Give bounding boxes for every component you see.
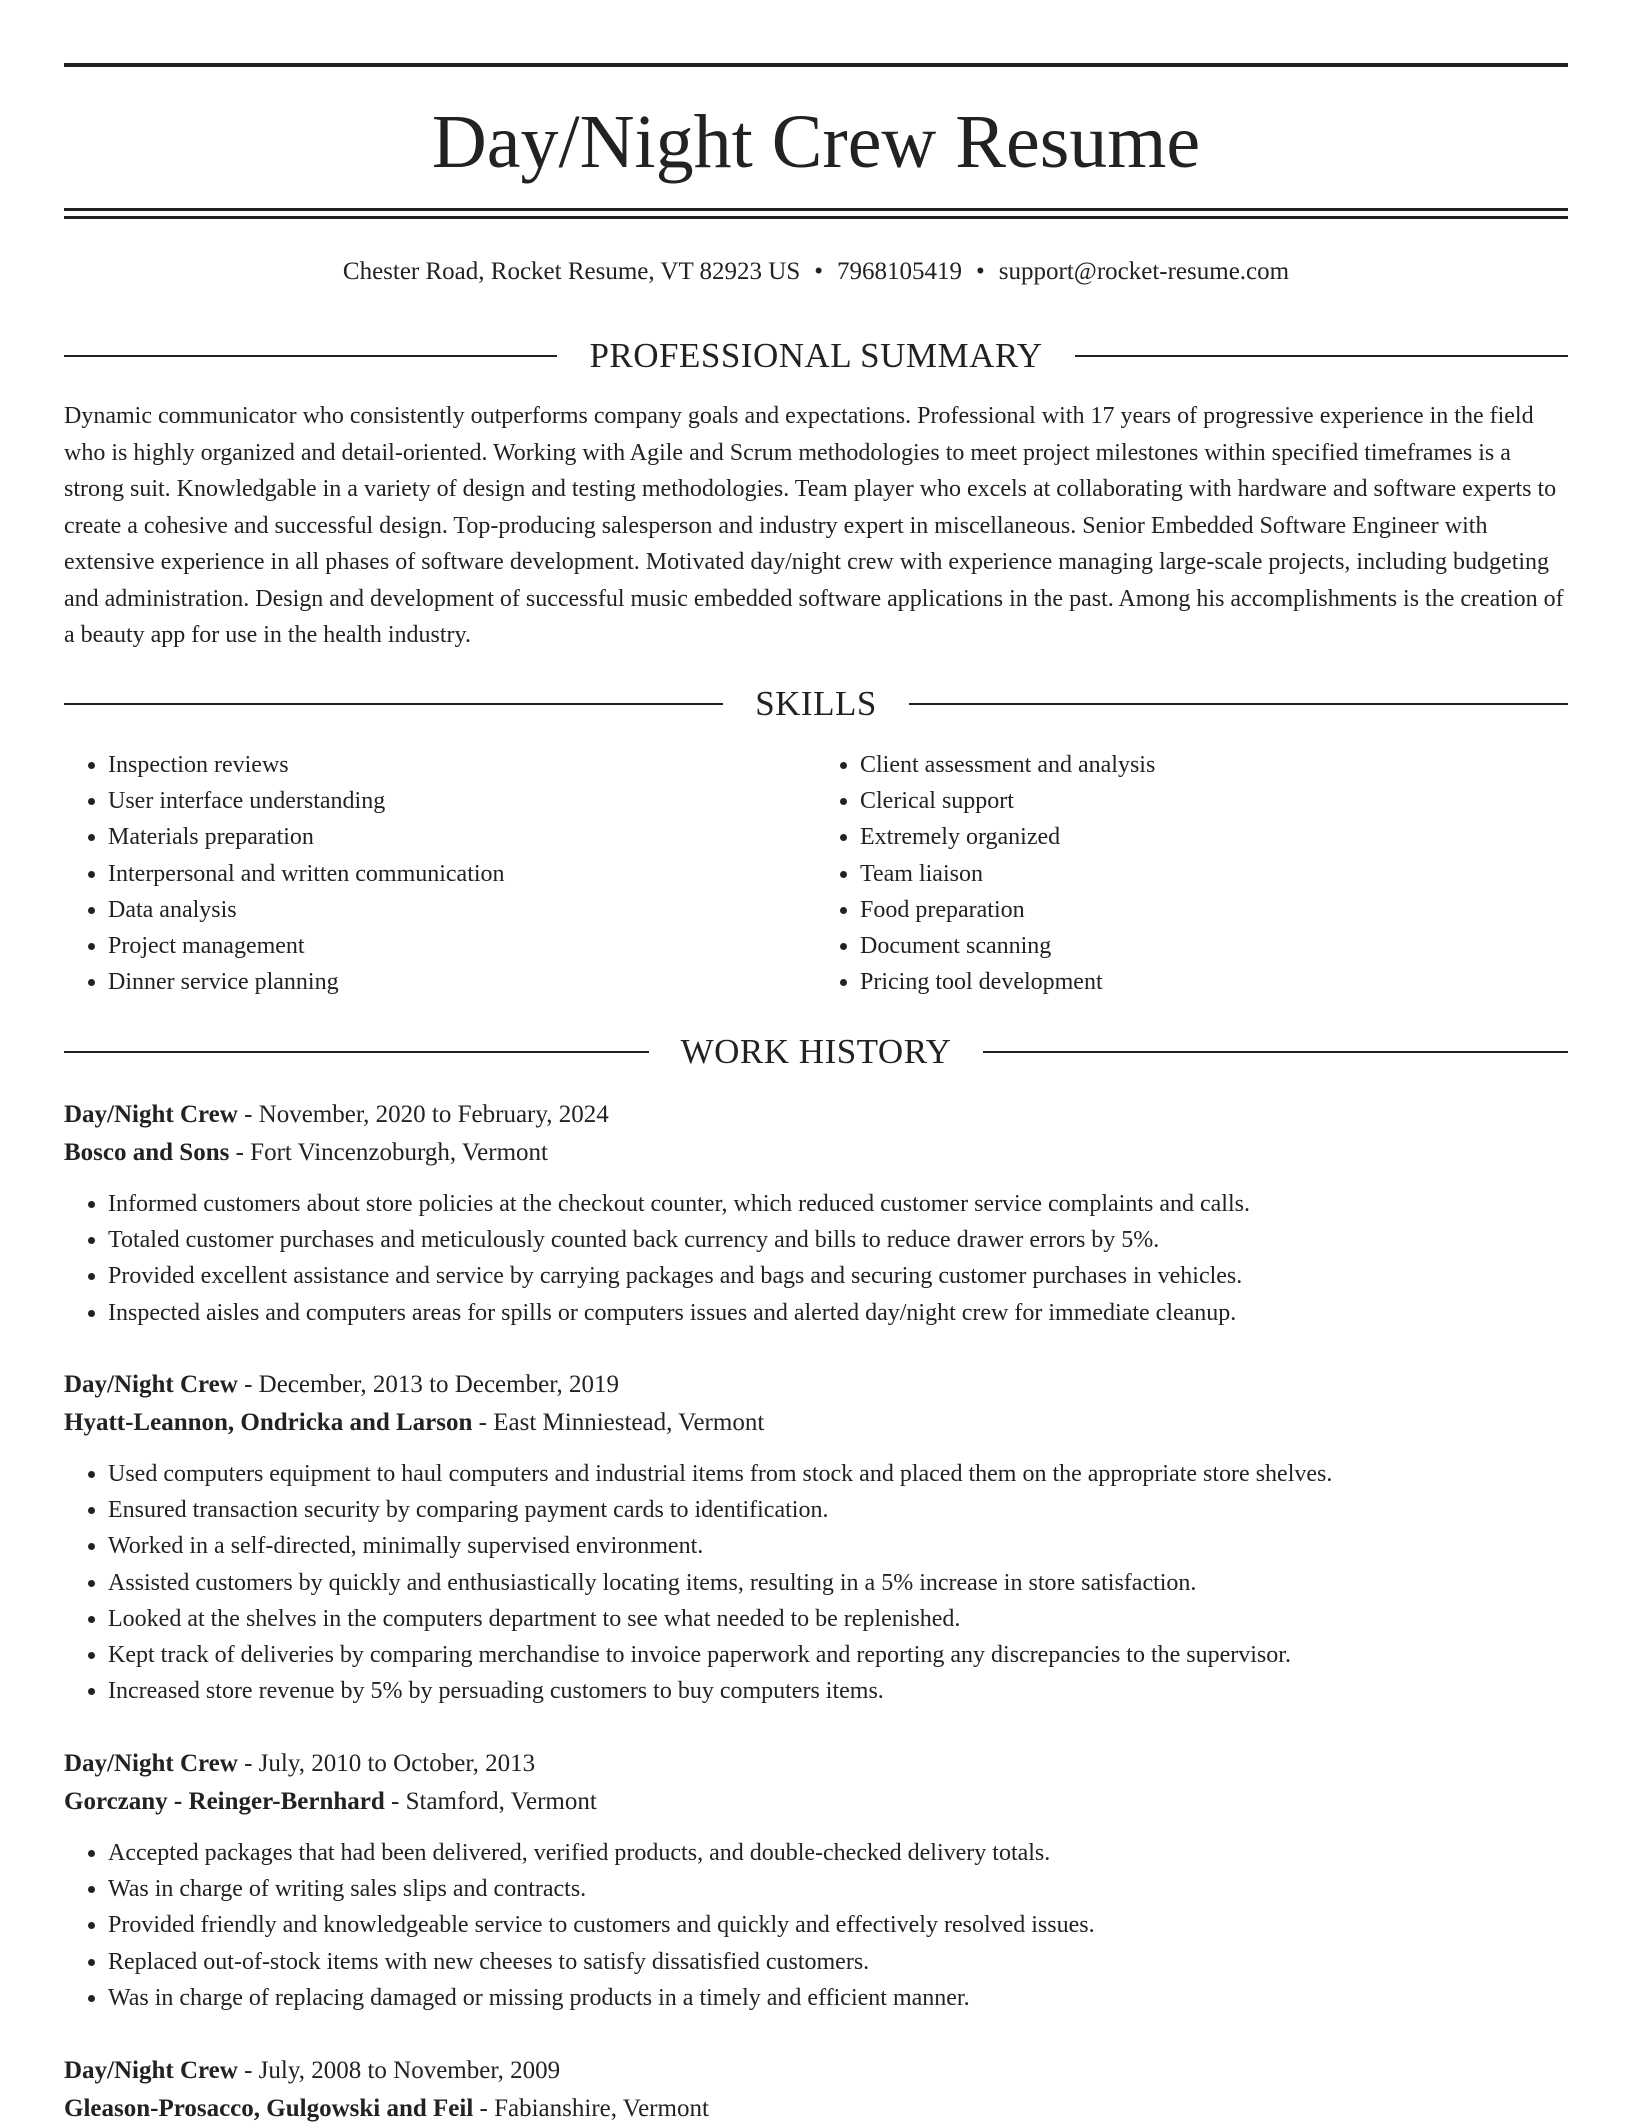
- skills-heading: [64, 682, 1568, 726]
- skill-item: • Client assessment and analysis: [860, 747, 1568, 783]
- job-title-line: [64, 1745, 1568, 1783]
- heading-rule: [1075, 355, 1568, 357]
- skill-item: • Pricing tool development: [860, 964, 1568, 1000]
- job-title-line: [64, 2052, 1568, 2090]
- job-title-line: [64, 1096, 1568, 1134]
- skills-column-right: [816, 747, 1568, 1000]
- skill-item: • User interface understanding: [108, 783, 816, 819]
- skill-item: • Materials preparation: [108, 819, 816, 855]
- skill-item: • Project management: [108, 928, 816, 964]
- job-dates: - November, 2020 to February, 2024: [237, 1101, 609, 1128]
- job-duty: • Was in charge of writing sales slips and contracts.: [108, 1871, 1568, 1907]
- job-company: Bosco and Sons: [64, 1139, 230, 1166]
- skill-item: • Data analysis: [108, 892, 816, 928]
- contact-address: Chester Road, Rocket Resume, VT 82923 US: [342, 258, 801, 285]
- job-duty: • Ensured transaction security by comparing payment cards to identification.: [108, 1492, 1568, 1528]
- summary-heading-label: PROFESSIONAL SUMMARY: [589, 336, 1043, 375]
- job-entry: [64, 2052, 1568, 2128]
- job-location: - Fabianshire, Vermont: [473, 2095, 709, 2122]
- skills-heading-label: SKILLS: [755, 684, 877, 723]
- job-duty: • Informed customers about store policies at the checkout counter, which reduced customer service complaints and calls.: [108, 1186, 1568, 1222]
- job-company: Hyatt-Leannon, Ondricka and Larson: [64, 1409, 473, 1436]
- job-duty: • Increased store revenue by 5% by persuading customers to buy computers items.: [108, 1673, 1568, 1709]
- skill-item: • Extremely organized: [860, 819, 1568, 855]
- job-dates: - December, 2013 to December, 2019: [237, 1371, 620, 1398]
- job-duty: • Was in charge of replacing damaged or missing products in a timely and efficient manner.: [108, 1980, 1568, 2016]
- job-dates: - July, 2008 to November, 2009: [237, 2057, 561, 2084]
- work-history-heading-label: WORK HISTORY: [680, 1032, 952, 1071]
- job-entry: [64, 1096, 1568, 1331]
- skill-item: • Document scanning: [860, 928, 1568, 964]
- job-title: Day/Night Crew: [64, 2057, 238, 2084]
- skills-list: [64, 747, 1568, 1000]
- job-title: Day/Night Crew: [64, 1371, 238, 1398]
- job-entry: [64, 1745, 1568, 2016]
- skill-item: • Interpersonal and written communication: [108, 856, 816, 892]
- heading-rule: [64, 355, 557, 357]
- job-duty: • Replaced out-of-stock items with new cheeses to satisfy dissatisfied customers.: [108, 1944, 1568, 1980]
- work-history-heading: [64, 1030, 1568, 1074]
- job-location: - Fort Vincenzoburgh, Vermont: [229, 1139, 548, 1166]
- job-entry: [64, 1366, 1568, 1709]
- job-company-line: [64, 2090, 1568, 2128]
- skill-item: • Clerical support: [860, 783, 1568, 819]
- contact-phone: 7968105419: [837, 258, 963, 285]
- heading-rule: [909, 703, 1568, 705]
- job-duty: • Inspected aisles and computers areas for spills or computers issues and alerted day/night crew for immediate cleanup.: [108, 1295, 1568, 1331]
- job-dates: - July, 2010 to October, 2013: [237, 1750, 536, 1777]
- contact-separator: •: [814, 258, 824, 285]
- top-rule: [64, 63, 1568, 67]
- job-company: Gorczany - Reinger-Bernhard: [64, 1788, 385, 1815]
- job-duty: • Assisted customers by quickly and enthusiastically locating items, resulting in a 5% increase in store satisfaction.: [108, 1565, 1568, 1601]
- contact-line: [64, 254, 1568, 290]
- skill-item: • Team liaison: [860, 856, 1568, 892]
- contact-separator: •: [976, 258, 985, 285]
- job-duty: • Totaled customer purchases and meticulously counted back currency and bills to reduce drawer errors by 5%.: [108, 1222, 1568, 1258]
- job-company: Gleason-Prosacco, Gulgowski and Feil: [64, 2095, 474, 2122]
- job-duty: • Provided excellent assistance and service by carrying packages and bags and securing customer purchases in vehicles.: [108, 1258, 1568, 1294]
- skill-item: • Food preparation: [860, 892, 1568, 928]
- heading-rule: [983, 1051, 1568, 1053]
- heading-rule: [64, 703, 723, 705]
- job-title: Day/Night Crew: [64, 1750, 238, 1777]
- resume-title: Day/Night Crew Resume: [431, 100, 1201, 184]
- skills-column-left: [64, 747, 816, 1000]
- job-duties: [64, 1456, 1568, 1709]
- title-rule-lower: [64, 216, 1568, 219]
- job-duties: [64, 1835, 1568, 2016]
- contact-email: support@rocket-resume.com: [998, 258, 1290, 285]
- job-title-line: [64, 1366, 1568, 1404]
- job-duty: • Worked in a self-directed, minimally supervised environment.: [108, 1528, 1568, 1564]
- job-duties: [64, 1186, 1568, 1331]
- job-duty: • Used computers equipment to haul computers and industrial items from stock and placed them on the appropriate store shelves.: [108, 1456, 1568, 1492]
- job-location: - Stamford, Vermont: [384, 1788, 597, 1815]
- skill-item: • Inspection reviews: [108, 747, 816, 783]
- heading-rule: [64, 1051, 649, 1053]
- job-duty: • Provided friendly and knowledgeable service to customers and quickly and effectively resolved issues.: [108, 1907, 1568, 1943]
- job-company-line: [64, 1134, 1568, 1172]
- title-rule-upper: [64, 208, 1568, 211]
- job-duty: • Accepted packages that had been delivered, verified products, and double-checked delivery totals.: [108, 1835, 1568, 1871]
- job-duty: • Kept track of deliveries by comparing merchandise to invoice paperwork and reporting any discrepancies to the supervisor.: [108, 1637, 1568, 1673]
- summary-text: Dynamic communicator who consistently outperforms company goals and expectations. Professional with 17 years of progressive experience in the field who is highly organized and detail-oriented. Working with Agile and Scrum methodologies to meet project milestones within specified timeframes is a strong suit. Knowledgable in a variety of design and testing methodologies. Team player who excels at collaborating with hardware and software experts to create a cohesive and successful design. Top-producing salesperson and industry expert in miscellaneous. Senior Embedded Software Engineer with extensive experience in all phases of software development. Motivated day/night crew with experience managing large-scale projects, including budgeting and administration. Design and development of successful music embedded software applications in the past. Among his accomplishments is the creation of a beauty app for use in the health industry.: [64, 403, 1564, 648]
- job-title: Day/Night Crew: [64, 1101, 238, 1128]
- skill-item: • Dinner service planning: [108, 964, 816, 1000]
- job-company-line: [64, 1404, 1568, 1442]
- job-location: - East Minniestead, Vermont: [472, 1409, 765, 1436]
- job-company-line: [64, 1783, 1568, 1821]
- summary-heading: [64, 334, 1568, 378]
- job-duty: • Looked at the shelves in the computers department to see what needed to be replenished.: [108, 1601, 1568, 1637]
